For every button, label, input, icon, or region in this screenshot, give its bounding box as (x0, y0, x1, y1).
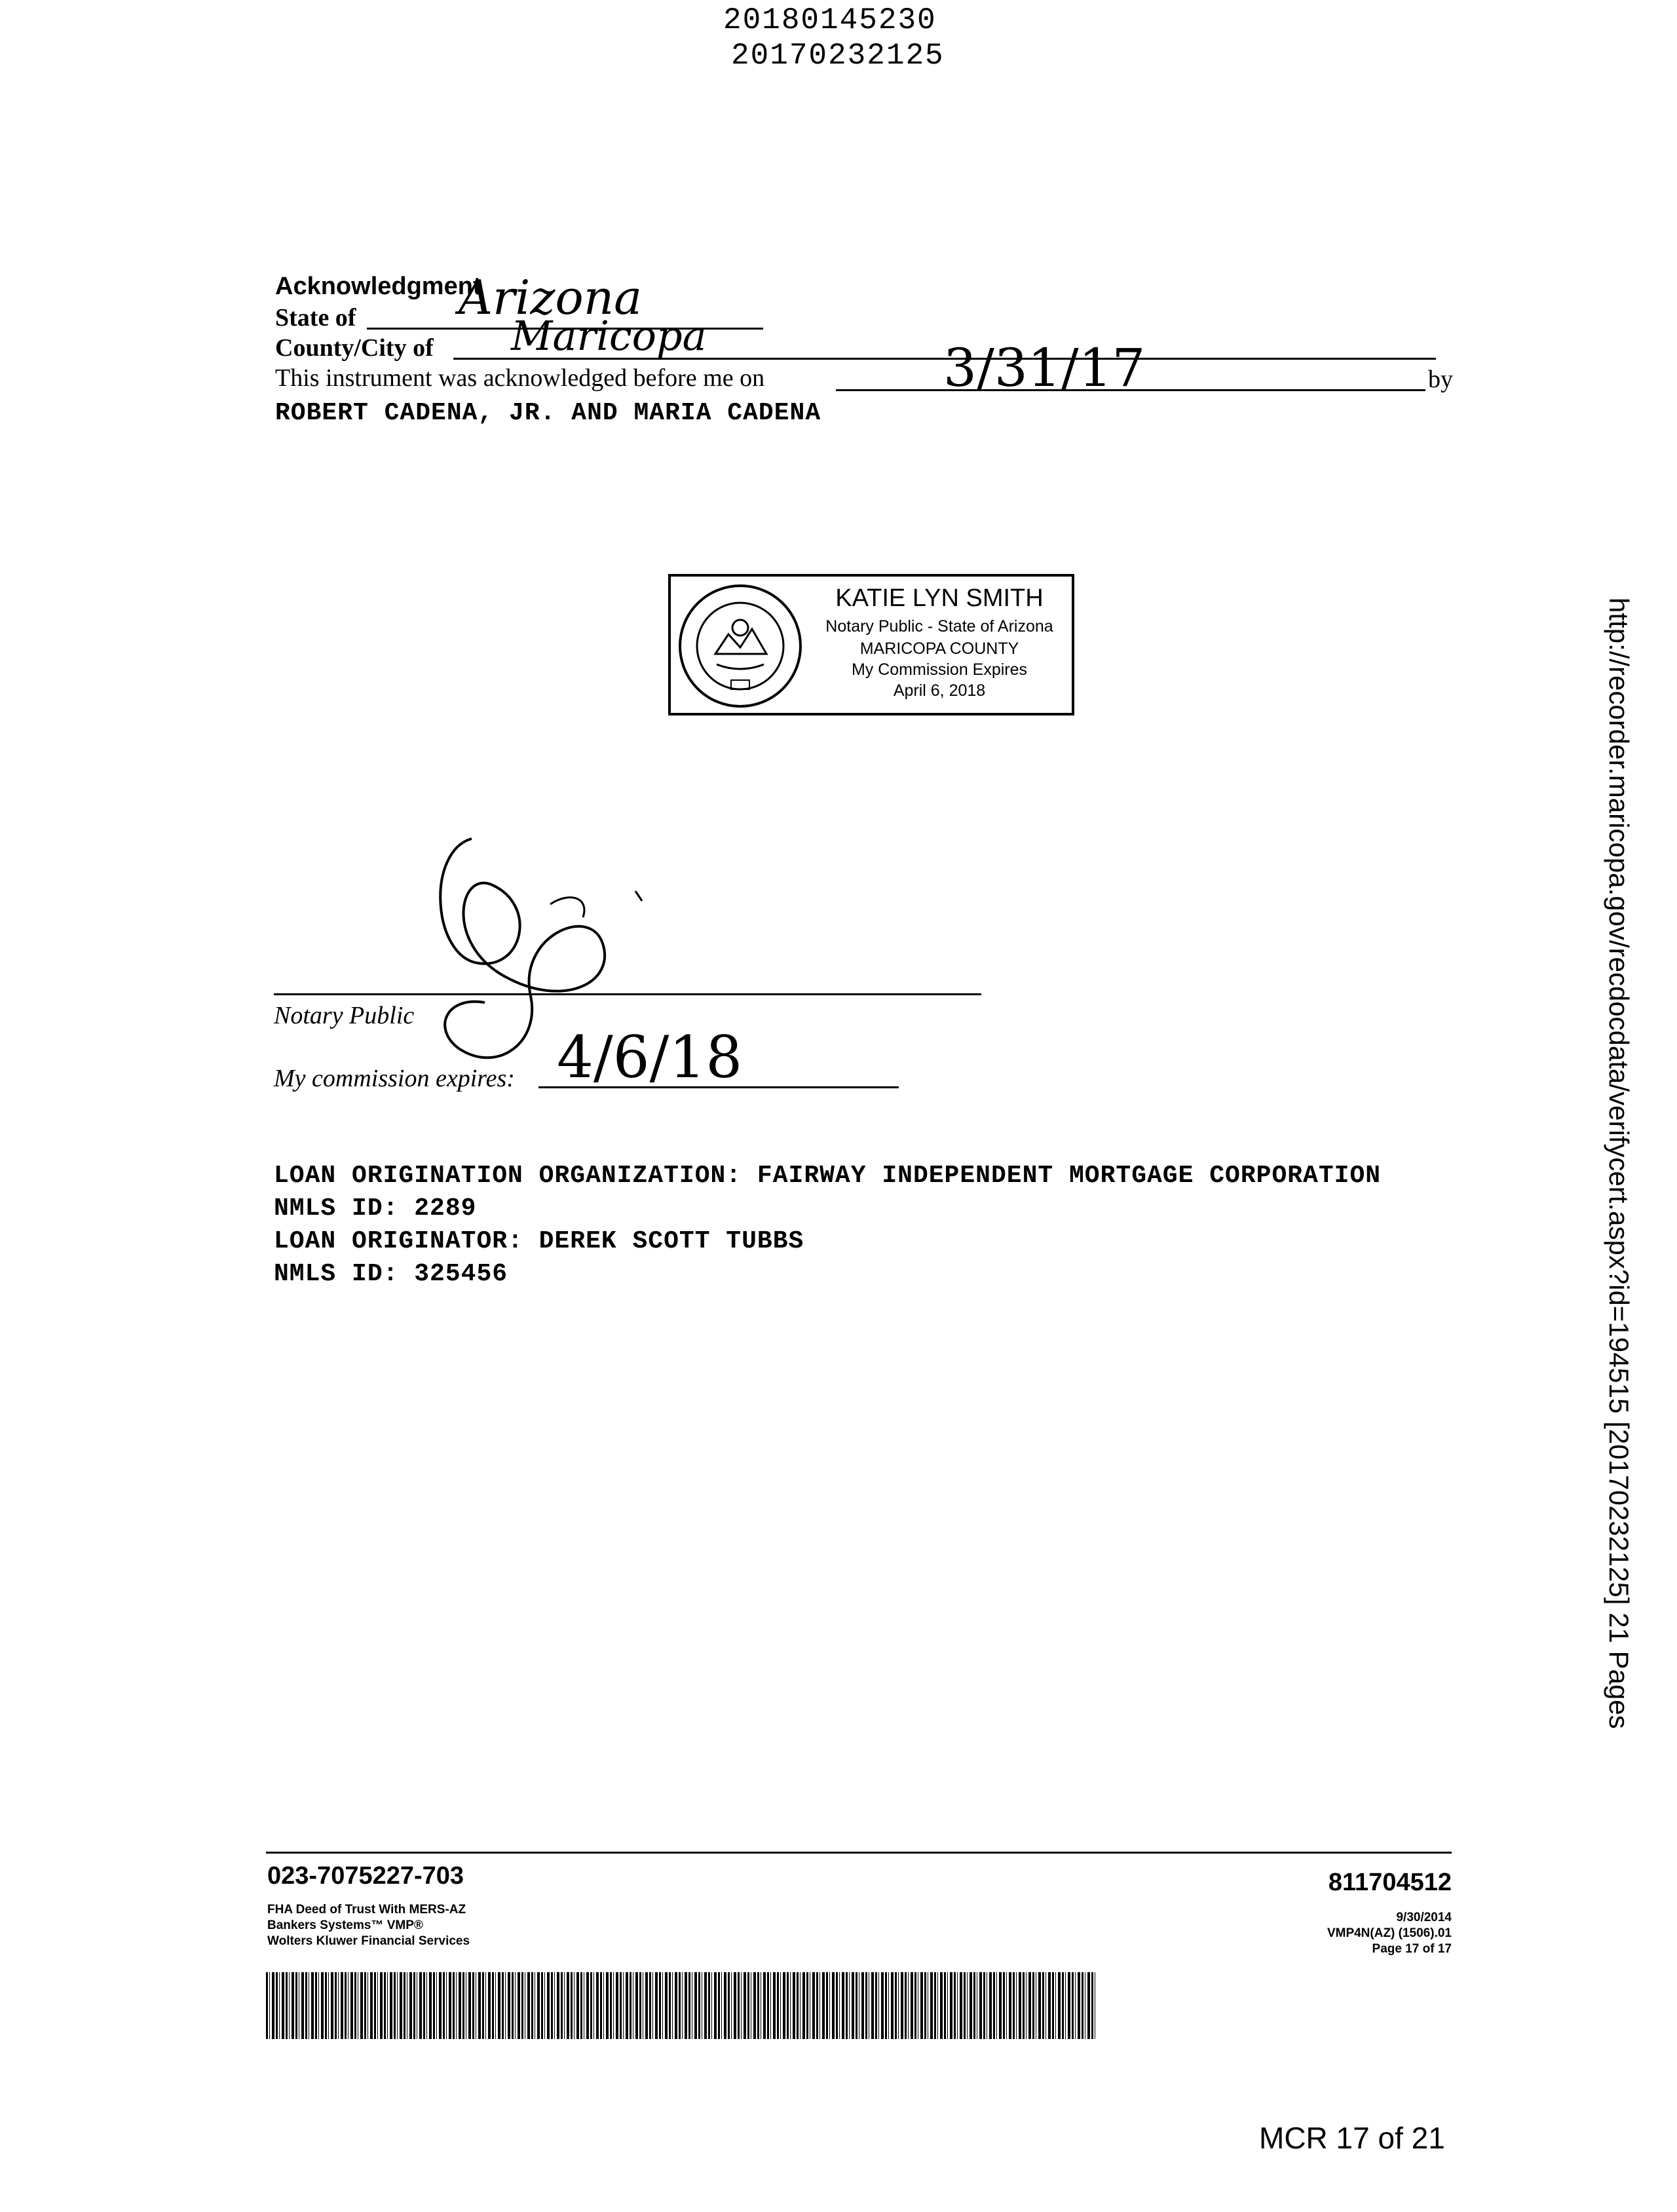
recording-number-2: 20170232125 (731, 39, 945, 73)
footer-rule (266, 1852, 1452, 1854)
form-date: 9/30/2014 (1396, 1911, 1452, 1924)
notary-name: KATIE LYN SMITH (835, 584, 1044, 612)
notary-title: Notary Public - State of Arizona (825, 617, 1053, 636)
form-vendor: Bankers Systems™ VMP® (267, 1918, 423, 1932)
county-handwritten: Maricopa (511, 312, 707, 360)
form-page-number: Page 17 of 17 (1372, 1942, 1452, 1956)
by-label: by (1428, 366, 1453, 393)
county-label: County/City of (275, 334, 434, 362)
loan-originator: LOAN ORIGINATOR: DEREK SCOTT TUBBS (274, 1227, 804, 1255)
document-id: 811704512 (1328, 1869, 1452, 1896)
form-name: FHA Deed of Trust With MERS-AZ (267, 1903, 466, 1916)
organization-nmls-id: NMLS ID: 2289 (274, 1194, 477, 1223)
notary-signature-line (274, 993, 981, 995)
notary-commission-label: My Commission Expires (851, 660, 1028, 679)
notary-public-label: Notary Public (274, 1002, 415, 1029)
state-handwritten: Arizona (459, 270, 643, 325)
form-publisher: Wolters Kluwer Financial Services (267, 1934, 470, 1948)
notary-county: MARICOPA COUNTY (859, 639, 1019, 658)
barcode (266, 1972, 1097, 2039)
loan-number: 023-7075227-703 (267, 1862, 464, 1890)
loan-origination-organization: LOAN ORIGINATION ORGANIZATION: FAIRWAY INDEPENDENT MORTGAGE CORPORATION (274, 1162, 1382, 1190)
recording-number-1: 20180145230 (723, 3, 937, 37)
notary-commission-date: April 6, 2018 (893, 681, 986, 700)
form-code: VMP4N(AZ) (1506).01 (1327, 1926, 1452, 1940)
state-seal-icon (676, 582, 804, 710)
notary-stamp (668, 574, 1074, 715)
state-label: State of (275, 304, 356, 332)
originator-nmls-id: NMLS ID: 325456 (274, 1260, 508, 1288)
signers-names: ROBERT CADENA, JR. AND MARIA CADENA (275, 399, 821, 427)
commission-expires-handwritten: 4/6/18 (557, 1023, 743, 1091)
verification-url: http://recorder.maricopa.gov/recdocdata/verifycert.aspx?id=194515 [20170232125] 21 Pages (1604, 598, 1634, 1729)
date-handwritten: 3/31/17 (943, 337, 1146, 398)
instrument-text: This instrument was acknowledged before me on (275, 364, 765, 392)
mcr-page-number: MCR 17 of 21 (1259, 2121, 1445, 2155)
commission-expires-label: My commission expires: (274, 1065, 515, 1092)
acknowledgment-title: Acknowledgment (275, 273, 481, 300)
